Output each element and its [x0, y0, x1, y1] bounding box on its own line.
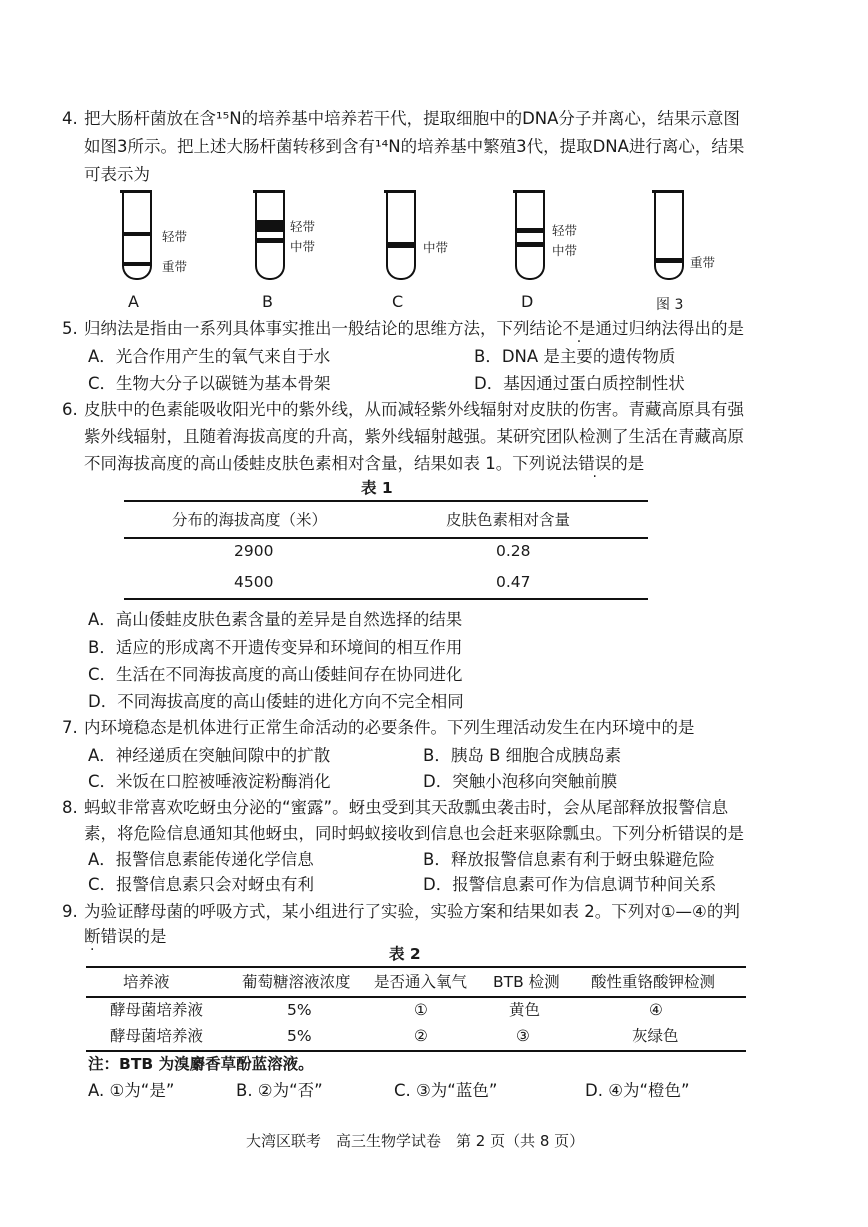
q7-option-b: B．胰岛 B 细胞合成胰岛素 — [423, 746, 622, 765]
figure-3-tubes — [0, 190, 868, 320]
light-band — [257, 220, 283, 232]
light-band — [517, 228, 543, 233]
tube-d-label-light: 轻带 — [552, 223, 578, 238]
q8-option-c: C．报警信息素只会对蚜虫有利 — [88, 875, 315, 894]
q6-line-3: 不同海拔高度的高山倭蛙皮肤色素相对含量，结果如表 1。下列说法错误的是 — [84, 454, 645, 473]
q5-stem: 5. 归纳法是指由一系列具体事实推出一般结论的思维方法，下列结论不是通过归纳法得出的是 — [62, 319, 744, 338]
tube-d — [515, 190, 545, 280]
table-2-row-1-btb: 黄色 — [509, 1001, 541, 1019]
table-1-top-rule — [124, 500, 648, 502]
q6-option-a: A．高山倭蛙皮肤色素含量的差异是自然选择的结果 — [88, 610, 463, 629]
light-band — [124, 232, 150, 236]
table-2-row-2-btb: ③ — [516, 1027, 530, 1045]
tube-a — [122, 190, 152, 280]
tube-c-label-middle: 中带 — [423, 240, 449, 255]
q5-option-b: B．DNA 是主要的遗传物质 — [474, 347, 676, 366]
q9-option-c: C. ③为“蓝色” — [394, 1081, 498, 1100]
tube-c — [386, 190, 416, 280]
table-2-header-dichromate: 酸性重铬酸钾检测 — [591, 973, 716, 991]
heavy-band — [656, 258, 682, 263]
q5-option-d: D．基因通过蛋白质控制性状 — [474, 374, 685, 393]
middle-band — [388, 242, 414, 248]
q9-line-1: 9. 为验证酵母菌的呼吸方式，某小组进行了实验，实验方案和结果如表 2。下列对①—④的判 — [62, 902, 740, 921]
table-2-title: 表 2 — [389, 945, 421, 963]
tube-d-caption: D — [521, 292, 534, 311]
q6-option-c: C．生活在不同海拔高度的高山倭蛙间存在协同进化 — [88, 665, 463, 684]
figure-3-caption: 图 3 — [656, 297, 684, 313]
q8-option-a: A．报警信息素能传递化学信息 — [88, 850, 314, 869]
table-2-header-btb: BTB 检测 — [493, 973, 560, 991]
page-footer: 大湾区联考 高三生物学试卷 第 2 页（共 8 页） — [246, 1132, 585, 1150]
table-1-row-1-altitude: 2900 — [234, 542, 274, 560]
q7-option-d: D．突触小泡移向突触前膜 — [423, 772, 618, 791]
q4-line-2: 如图3所示。把上述大肠杆菌转移到含有¹⁴N的培养基中繁殖3代，提取DNA进行离心，结果 — [84, 137, 745, 156]
table-2-top-rule — [86, 966, 746, 968]
q5-option-c: C．生物大分子以碳链为基本骨架 — [88, 374, 331, 393]
q4-line-1: 4. 把大肠杆菌放在含¹⁵N的培养基中培养若干代，提取细胞中的DNA分子并离心，结果示意图 — [62, 109, 740, 128]
q9-line-2: 断错误的是 — [84, 927, 167, 946]
table-2-note: 注：BTB 为溴麝香草酚蓝溶液。 — [88, 1055, 314, 1073]
q6-option-b: B．适应的形成离不开遗传变异和环境间的相互作用 — [88, 638, 463, 657]
q7-stem: 7. 内环境稳态是机体进行正常生命活动的必要条件。下列生理活动发生在内环境中的是 — [62, 718, 695, 737]
table-2-row-1-glucose: 5% — [287, 1001, 312, 1019]
tube-a-label-heavy: 重带 — [162, 259, 188, 274]
table-2-row-1-medium: 酵母菌培养液 — [110, 1001, 204, 1019]
table-2-header-medium: 培养液 — [123, 973, 170, 991]
middle-band — [517, 242, 543, 247]
q4-line-3: 可表示为 — [84, 165, 150, 184]
middle-band — [257, 238, 283, 243]
q8-option-b: B．释放报警信息素有利于蚜虫躲避危险 — [423, 850, 715, 869]
heavy-band — [124, 262, 150, 266]
table-1-bottom-rule — [124, 598, 648, 600]
table-1-header-pigment: 皮肤色素相对含量 — [446, 511, 571, 529]
table-2-header-glucose: 葡萄糖溶液浓度 — [242, 973, 351, 991]
table-1-title: 表 1 — [361, 479, 393, 497]
q6-option-d: D．不同海拔高度的高山倭蛙的进化方向不完全相同 — [88, 692, 464, 711]
emphasis-duan: 断 — [84, 927, 101, 946]
q6-line-1: 6. 皮肤中的色素能吸收阳光中的紫外线，从而减轻紫外线辐射对皮肤的伤害。青藏高原具有强 — [62, 400, 744, 419]
q5-option-a: A．光合作用产生的氧气来自于水 — [88, 347, 331, 366]
tube-a-label-light: 轻带 — [162, 229, 188, 244]
tube-b-caption: B — [262, 292, 273, 311]
table-2-header-oxygen: 是否通入氧气 — [374, 973, 468, 991]
table-2-bottom-rule — [86, 1050, 746, 1052]
tube-b-label-middle: 中带 — [290, 239, 316, 254]
table-2-row-2-medium: 酵母菌培养液 — [110, 1027, 204, 1045]
table-1-header-rule — [124, 537, 648, 539]
table-1-row-1-pigment: 0.28 — [496, 542, 531, 560]
q4-number: 4. — [62, 109, 78, 128]
q8-line-1: 8. 蚂蚁非常喜欢吃蚜虫分泌的“蜜露”。蚜虫受到其天敌瓢虫袭击时，会从尾部释放报警信息 — [62, 798, 729, 817]
q9-option-b: B. ②为“否” — [236, 1081, 323, 1100]
emphasis-wrong: 错误 — [578, 454, 612, 473]
q8-option-d: D．报警信息素可作为信息调节种间关系 — [423, 875, 717, 894]
tube-c-caption: C — [392, 292, 404, 311]
tube-a-caption: A — [128, 292, 139, 311]
tube-b — [255, 190, 285, 280]
q9-option-d: D. ④为“橙色” — [585, 1081, 690, 1100]
table-2-header-rule — [86, 996, 746, 998]
table-2-row-2-dichromate: 灰绿色 — [632, 1027, 679, 1045]
table-2-row-1-oxygen: ① — [414, 1001, 428, 1019]
table-1-row-2-pigment: 0.47 — [496, 573, 531, 591]
table-1-header-altitude: 分布的海拔高度（米） — [172, 511, 328, 529]
table-1-row-2-altitude: 4500 — [234, 573, 274, 591]
table-2-row-2-oxygen: ② — [414, 1027, 428, 1045]
tube-b-label-light: 轻带 — [290, 219, 316, 234]
q7-option-c: C．米饭在口腔被唾液淀粉酶消化 — [88, 772, 331, 791]
table-2-row-1-dichromate: ④ — [649, 1001, 663, 1019]
tube-d-label-middle: 中带 — [552, 243, 578, 258]
table-2-row-2-glucose: 5% — [287, 1027, 312, 1045]
tube-fig3-label-heavy: 重带 — [690, 255, 716, 270]
tube-figure-3 — [654, 190, 684, 280]
q8-line-2: 素，将危险信息通知其他蚜虫，同时蚂蚁接收到信息也会赶来驱除瓢虫。下列分析错误的是 — [84, 824, 744, 843]
q7-option-a: A．神经递质在突触间隙中的扩散 — [88, 746, 331, 765]
q6-line-2: 紫外线辐射，且随着海拔高度的升高，紫外线辐射越强。某研究团队检测了生活在青藏高原 — [84, 427, 744, 446]
q9-option-a: A. ①为“是” — [88, 1081, 175, 1100]
emphasis-not: 不是 — [562, 319, 596, 338]
